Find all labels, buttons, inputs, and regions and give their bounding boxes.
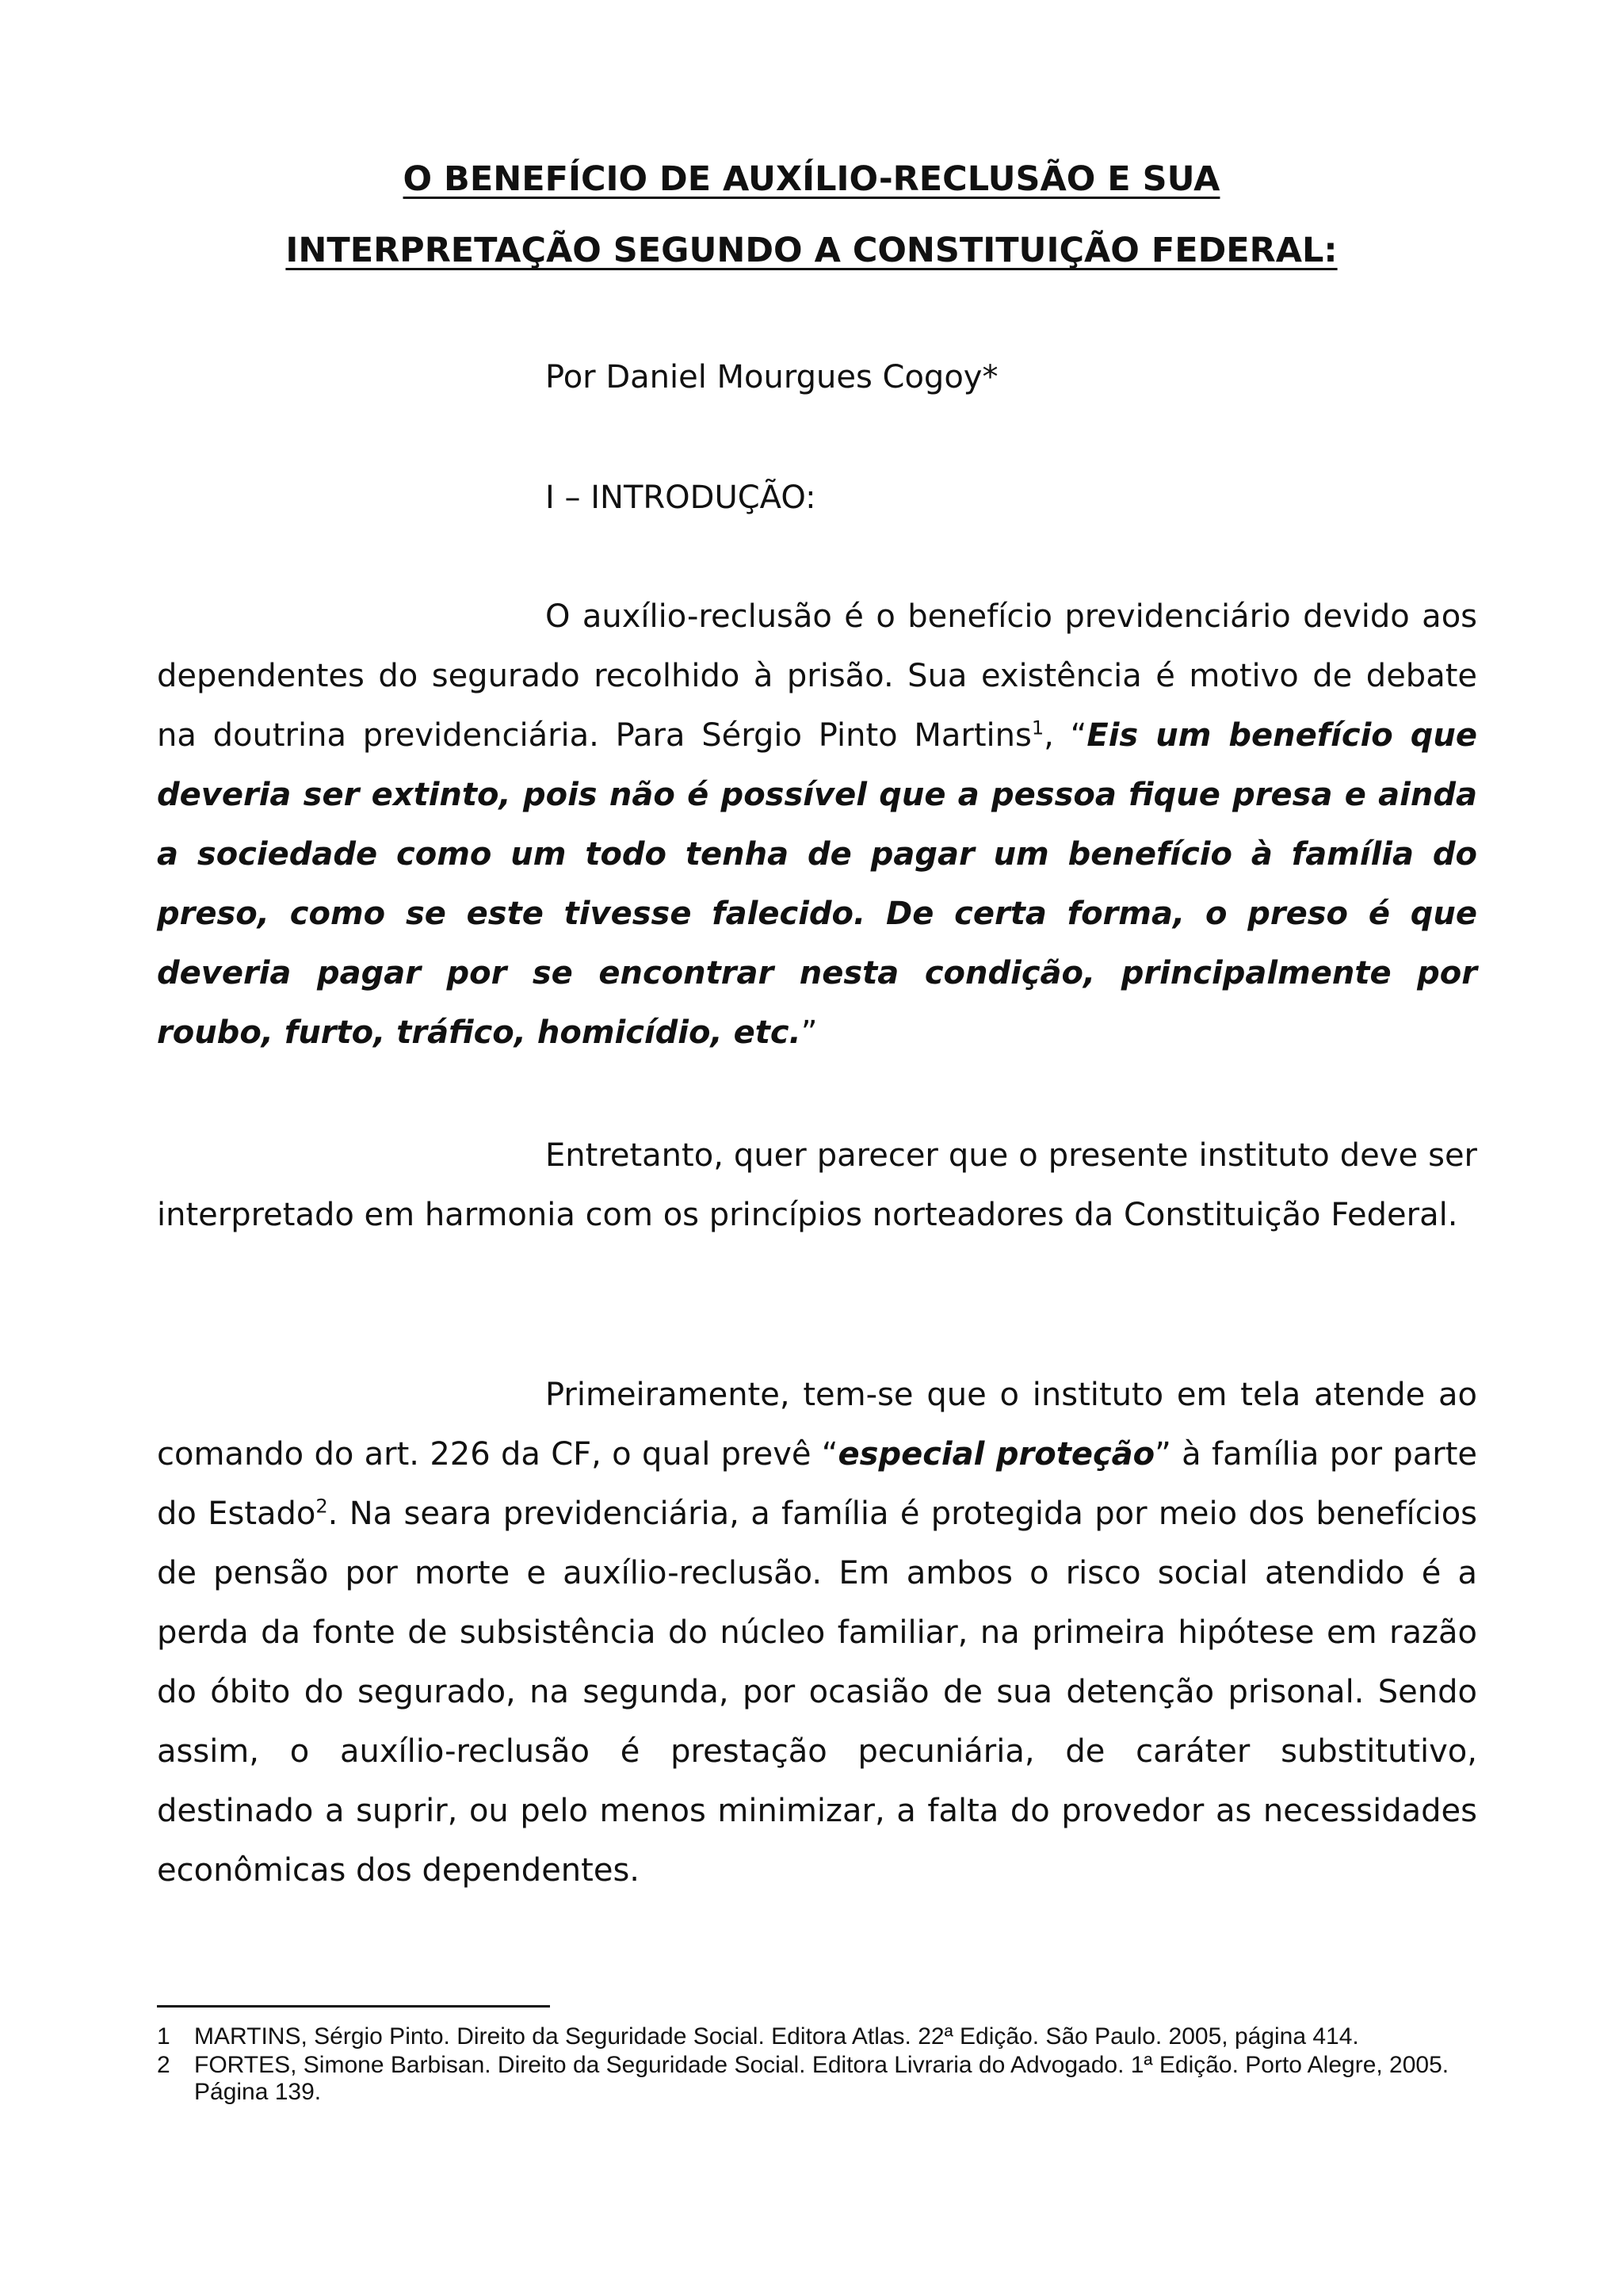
title-line-2: INTERPRETAÇÃO SEGUNDO A CONSTITUIÇÃO FEDERAL: (285, 231, 1338, 270)
footnote-number: 2 (157, 2052, 170, 2078)
paragraph-1-quote-close: ” (800, 1014, 818, 1051)
paragraph-3 (157, 1366, 1477, 1901)
paragraph-3-text-mid: ” à família por parte do Estado (157, 1436, 1477, 1532)
emphasis-especial-protecao: especial proteção (838, 1436, 1155, 1473)
footnotes (157, 2023, 1477, 2107)
paragraph-3-text-end: . Na seara previdenciária, a família é protegida por meio dos benefícios de pensão por morte e auxílio-reclusão. Em ambos o risco social atendido é a perda da fonte de subsistência do núcleo familiar, na primeira hipótese em razão do óbito do segurado, na segunda, por ocasião de sua detenção prisonal. Sendo assim, o auxílio-reclusão é prestação pecuniária, de caráter substitutivo, destinado a suprir, ou pelo menos minimizar, a falta do provedor as necessidades econômicas dos dependentes. (157, 1496, 1478, 1889)
martins-quote: Eis um benefício que deveria ser extinto, pois não é possível que a pessoa fique presa e ainda a sociedade como um todo tenha de pagar um benefício à família do preso, como se este tivesse falecido. De certa forma, o preso é que deveria pagar por se encontrar nesta condição, principalmente por roubo, furto, tráfico, homicídio, etc. (157, 717, 1477, 1051)
paragraph-3-text-start: Primeiramente, tem-se que o instituto em tela atende ao comando do art. 226 da CF, o qual prevê “ (157, 1377, 1477, 1473)
section-heading: I – INTRODUÇÃO: (545, 479, 816, 516)
footnote-1 (157, 2023, 1477, 2050)
author-byline: Por Daniel Mourgues Cogoy* (545, 359, 999, 395)
footnote-ref-2: 2 (315, 1495, 328, 1518)
paragraph-1-quote-open: , “ (1044, 717, 1087, 754)
footnote-number: 1 (157, 2023, 170, 2050)
paragraph-2 (157, 1126, 1477, 1245)
footnote-text: MARTINS, Sérgio Pinto. Direito da Seguridade Social. Editora Atlas. 22ª Edição. São Paulo. 2005, página 414. (194, 2023, 1359, 2050)
footnote-2 (157, 2052, 1477, 2106)
title-line-1: O BENEFÍCIO DE AUXÍLIO-RECLUSÃO E SUA (403, 159, 1220, 199)
footnote-ref-1: 1 (1031, 716, 1044, 739)
footnote-text: FORTES, Simone Barbisan. Direito da Seguridade Social. Editora Livraria do Advogado. 1ª Edição. Porto Alegre, 2005. Página 139. (194, 2052, 1449, 2105)
paragraph-1-text: O auxílio-reclusão é o benefício previdenciário devido aos dependentes do segurado recolhido à prisão. Sua existência é motivo de debate na doutrina previdenciária. Para Sérgio Pinto Martins (157, 598, 1477, 754)
paragraph-2-text: Entretanto, quer parecer que o presente instituto deve ser interpretado em harmonia com os princípios norteadores da Constituição Federal. (157, 1137, 1477, 1233)
footnote-separator (157, 2005, 550, 2008)
paragraph-1 (157, 587, 1477, 1063)
